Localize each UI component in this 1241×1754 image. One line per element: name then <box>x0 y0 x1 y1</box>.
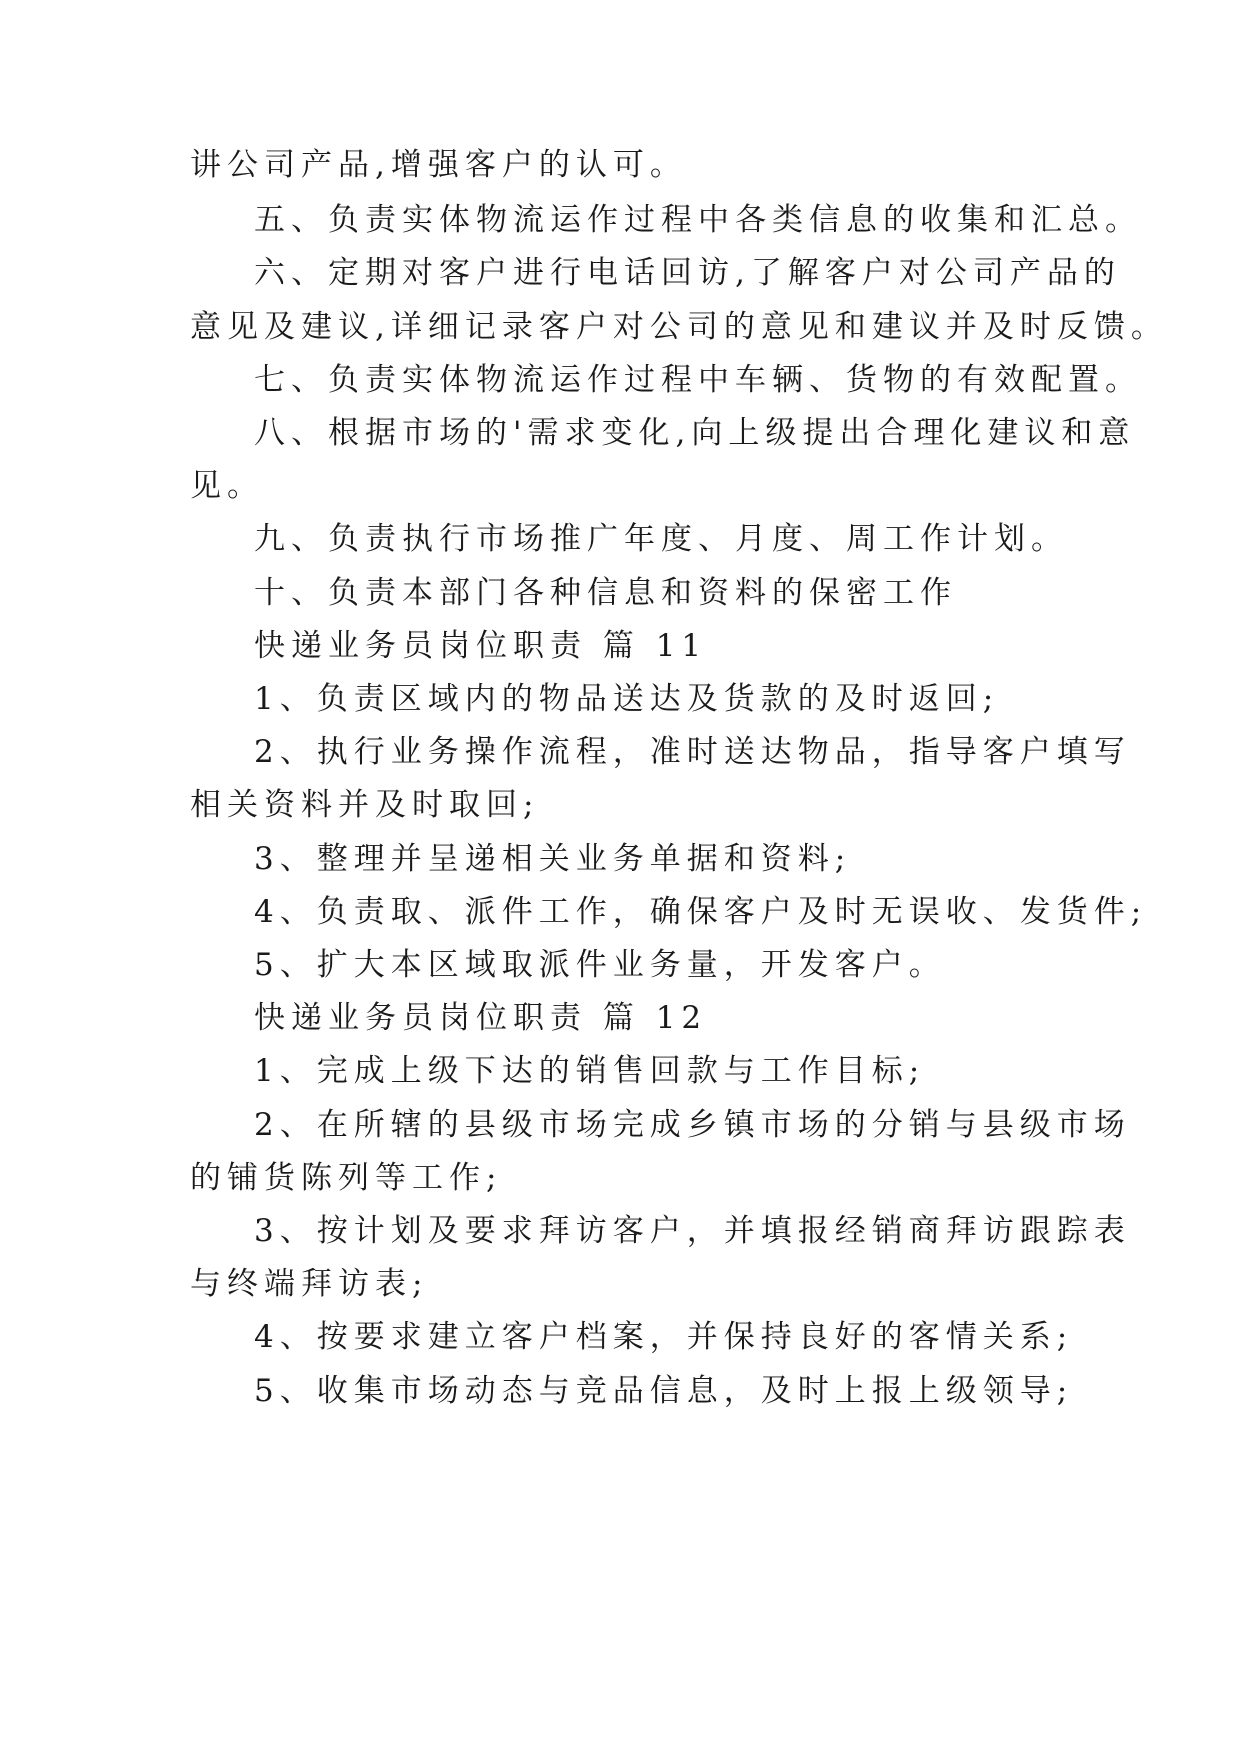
text-line: 1、完成上级下达的销售回款与工作目标; <box>254 1053 926 1089</box>
text-line: 意见及建议,详细记录客户对公司的意见和建议并及时反馈。 <box>190 309 1168 345</box>
text-line: 2、执行业务操作流程，准时送达物品，指导客户填写 <box>254 734 1131 770</box>
text-line: 见。 <box>190 468 264 504</box>
text-line: 4、负责取、派件工作，确保客户及时无误收、发货件; <box>254 894 1148 930</box>
text-line: 五、负责实体物流运作过程中各类信息的收集和汇总。 <box>254 202 1142 238</box>
text-line: 4、按要求建立客户档案，并保持良好的客情关系; <box>254 1319 1074 1355</box>
text-line: 2、在所辖的县级市场完成乡镇市场的分销与县级市场 <box>254 1107 1131 1143</box>
text-line: 3、按计划及要求拜访客户，并填报经销商拜访跟踪表 <box>254 1213 1131 1249</box>
text-line: 相关资料并及时取回; <box>190 787 540 823</box>
text-line: 七、负责实体物流运作过程中车辆、货物的有效配置。 <box>254 362 1142 398</box>
section-heading: 快递业务员岗位职责 篇 11 <box>254 628 708 664</box>
text-line: 讲公司产品,增强客户的认可。 <box>190 147 687 183</box>
text-line: 与终端拜访表; <box>190 1266 429 1302</box>
text-line: 5、收集市场动态与竞品信息，及时上报上级领导; <box>254 1373 1074 1409</box>
text-line: 十、负责本部门各种信息和资料的保密工作 <box>254 575 957 611</box>
text-line: 5、扩大本区域取派件业务量，开发客户。 <box>254 947 946 983</box>
text-line: 八、根据市场的'需求变化,向上级提出合理化建议和意 <box>254 415 1136 451</box>
section-heading: 快递业务员岗位职责 篇 12 <box>254 1000 708 1036</box>
text-line: 3、整理并呈递相关业务单据和资料; <box>254 841 852 877</box>
text-line: 六、定期对客户进行电话回访,了解客户对公司产品的 <box>254 255 1121 291</box>
text-line: 1、负责区域内的物品送达及货款的及时返回; <box>254 681 1000 717</box>
text-line: 的铺货陈列等工作; <box>190 1160 503 1196</box>
text-line: 九、负责执行市场推广年度、月度、周工作计划。 <box>254 521 1068 557</box>
